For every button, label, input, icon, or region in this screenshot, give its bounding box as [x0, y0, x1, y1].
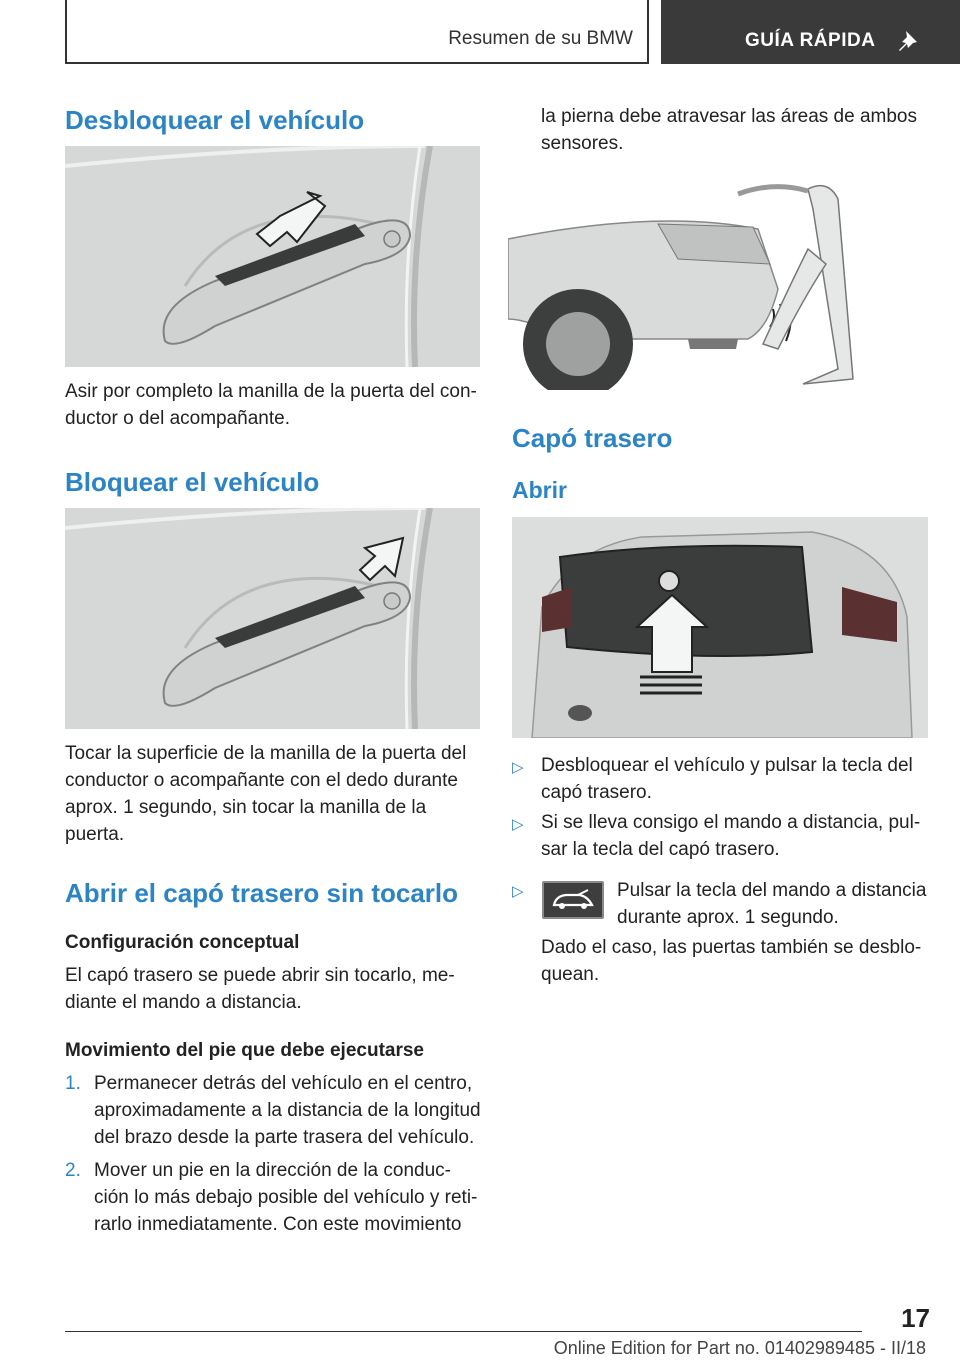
page-number: 17 [901, 1303, 930, 1333]
trunk-no-touch-title: Abrir el capó trasero sin tocarlo [65, 878, 459, 908]
step-number: 1. [65, 1073, 81, 1094]
continued-step-text: la pierna debe atravesar las áreas de ambos sensores. [541, 106, 918, 154]
footer-divider [65, 1331, 862, 1332]
unlock-text: Asir por completo la manilla de la puerta del con- ductor o del acompañante. [65, 381, 477, 429]
bullet-triangle-icon: ▷ [512, 759, 524, 776]
lock-title: Bloquear el vehículo [65, 467, 320, 497]
remote-text: Pulsar la tecla del mando a distancia durante aprox. 1 segundo. [617, 880, 927, 928]
concept-text: El capó trasero se puede abrir sin tocarlo, me- diante el mando a distancia. [65, 965, 455, 1013]
step-number: 2. [65, 1160, 81, 1181]
step-text: Mover un pie en la dirección de la conduc- ción lo más debajo posible del vehículo y reti- rarlo inmediatamente. Con este movimiento [94, 1160, 478, 1235]
figure-foot-movement [508, 169, 924, 390]
trunk-remote-key-icon [542, 881, 604, 919]
header-section-title: Resumen de su BMW [448, 28, 633, 49]
concept-title: Configuración conceptual [65, 932, 300, 953]
bullet-triangle-icon: ▷ [512, 883, 524, 900]
bullet-triangle-icon: ▷ [512, 816, 524, 833]
doors-text: Dado el caso, las puertas también se desblo- quean. [541, 937, 922, 985]
figure-door-handle-lock [65, 508, 480, 729]
header-guide-tab [661, 0, 960, 64]
open-title: Abrir [512, 477, 567, 503]
header-guide-title: GUÍA RÁPIDA [745, 30, 876, 51]
trunk-title: Capó trasero [512, 423, 673, 453]
lock-text: Tocar la superficie de la manilla de la puerta del conductor o acompañante con el dedo durante aprox. 1 segundo, sin tocar la manilla de la puerta. [65, 743, 467, 845]
pin-icon [897, 28, 923, 54]
movement-title: Movimiento del pie que debe ejecutarse [65, 1040, 424, 1061]
unlock-title: Desbloquear el vehículo [65, 105, 365, 135]
figure-trunk-open [512, 517, 928, 738]
figure-door-handle-unlock [65, 146, 480, 367]
step-text: Permanecer detrás del vehículo en el centro, aproximadamente a la distancia de la longitud del brazo desde la parte trasera del vehículo. [94, 1073, 481, 1148]
footer-edition: Online Edition for Part no. 01402989485 - II/18 [553, 1338, 926, 1358]
bullet-text: Desbloquear el vehículo y pulsar la tecla del capó trasero. [541, 755, 913, 803]
header-section-box [65, 0, 649, 64]
bullet-text: Si se lleva consigo el mando a distancia, pul- sar la tecla del capó trasero. [541, 812, 921, 860]
